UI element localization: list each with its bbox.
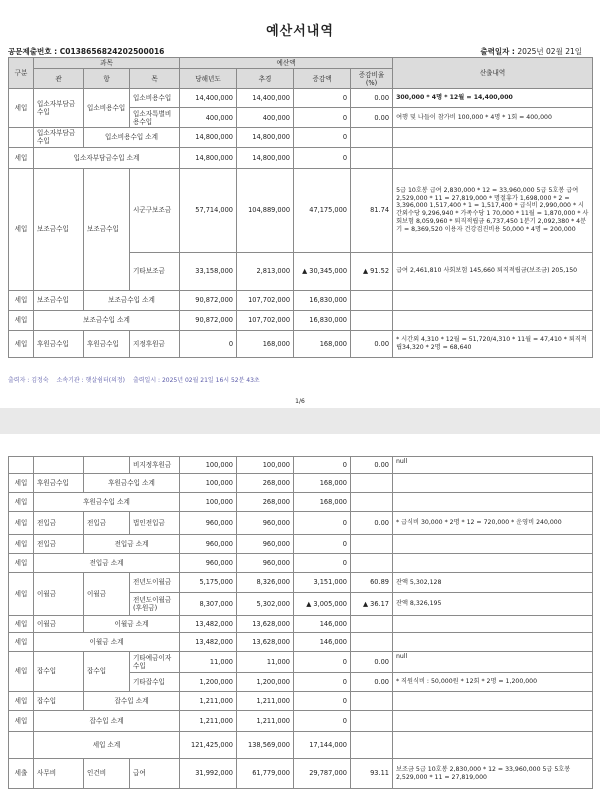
cell-mok: 기타보조금	[130, 252, 180, 290]
cell-grand-total-label: 세입 소계	[34, 732, 180, 759]
cell-add: 14,800,000	[237, 147, 294, 168]
cell-basis	[393, 147, 593, 168]
cell-rate	[351, 616, 393, 633]
cell-add: 268,000	[237, 493, 294, 512]
cell-rate	[351, 711, 393, 732]
table-row	[9, 554, 593, 573]
cell-gubun: 세입	[9, 711, 34, 732]
cell-diff: 0	[294, 692, 351, 711]
cell-hang: 이월금	[84, 573, 130, 616]
cell-mok: 전년도이월금	[130, 573, 180, 593]
cell-diff: 146,000	[294, 616, 351, 633]
cell-diff: 0	[294, 147, 351, 168]
cell-gwan: 후원금수입	[34, 474, 84, 493]
cell-gubun	[9, 457, 34, 474]
cell-add: 400,000	[237, 108, 294, 128]
cell-prev: 960,000	[180, 554, 237, 573]
cell-gwan: 이월금	[34, 616, 84, 633]
cell-basis: 잔액 5,302,128	[393, 573, 593, 593]
cell-add: 960,000	[237, 535, 294, 554]
cell-prev: 57,714,000	[180, 168, 237, 252]
cell-add: 11,000	[237, 652, 294, 673]
table-row	[9, 573, 593, 593]
page-2	[0, 434, 600, 812]
cell-prev: 90,872,000	[180, 290, 237, 310]
cell-gubun: 세입	[9, 616, 34, 633]
doc-number-label: 공문제출번호 :	[8, 47, 58, 56]
cell-basis	[393, 493, 593, 512]
cell-rate	[351, 535, 393, 554]
cell-gwan: 전입금	[34, 512, 84, 535]
cell-subtotal-label: 잡수입 소계	[84, 692, 180, 711]
cell-rate	[351, 554, 393, 573]
table-row	[9, 616, 593, 633]
table-row	[9, 290, 593, 310]
cell-mok: 법인전입금	[130, 512, 180, 535]
cell-add: 107,702,000	[237, 310, 294, 330]
cell-prev: 13,482,000	[180, 633, 237, 652]
cell-gubun: 세입	[9, 633, 34, 652]
header-row-1	[9, 58, 593, 69]
cell-hang: 인건비	[84, 759, 130, 789]
cell-prev: 960,000	[180, 535, 237, 554]
cell-basis	[393, 535, 593, 554]
cell-gubun: 세입	[9, 147, 34, 168]
cell-mok: 급여	[130, 759, 180, 789]
cell-add: 14,400,000	[237, 89, 294, 108]
cell-prev: 0	[180, 330, 237, 357]
col-gubun: 구분	[9, 58, 34, 89]
cell-diff: 16,830,000	[294, 310, 351, 330]
cell-gwan: 사무비	[34, 759, 84, 789]
budget-table-page-2	[8, 456, 593, 789]
table-row	[9, 633, 593, 652]
cell-mok: 기타잡수입	[130, 673, 180, 692]
cell-prev: 13,482,000	[180, 616, 237, 633]
cell-hang: 전입금	[84, 512, 130, 535]
cell-add: 168,000	[237, 330, 294, 357]
table-row	[9, 128, 593, 147]
table-row	[9, 330, 593, 357]
col-basis: 산출내역	[393, 58, 593, 89]
cell-gubun: 세입	[9, 692, 34, 711]
cell-rate	[351, 493, 393, 512]
cell-mok: 입소자특별비용수입	[130, 108, 180, 128]
page-number: 1/6	[295, 398, 305, 405]
footer-writer: 출력자 : 김정숙	[8, 377, 49, 384]
cell-mok: 지정후원금	[130, 330, 180, 357]
cell-add: 5,302,000	[237, 593, 294, 616]
footer-org: 소속기관 : 햇살쉼터(의정)	[56, 377, 126, 384]
cell-mok: 비지정후원금	[130, 457, 180, 474]
table-row	[9, 474, 593, 493]
cell-gubun: 세입	[9, 512, 34, 535]
cell-gubun: 세입	[9, 535, 34, 554]
cell-rate	[351, 474, 393, 493]
cell-rate: 81.74	[351, 168, 393, 252]
table-row	[9, 652, 593, 673]
cell-rate: 93.11	[351, 759, 393, 789]
cell-prev: 90,872,000	[180, 310, 237, 330]
table-row	[9, 89, 593, 108]
cell-diff: 0	[294, 457, 351, 474]
cell-basis: 여행 및 나들이 참가비 100,000 * 4명 * 1회 = 400,000	[393, 108, 593, 128]
cell-diff: 146,000	[294, 633, 351, 652]
table-row	[9, 692, 593, 711]
cell-rate	[351, 310, 393, 330]
cell-basis: 5급 10호봉 급여 2,830,000 * 12 = 33,960,000 5급 5호봉 급여 2,529,000 * 11 = 27,819,000 * 명절휴가 1,698,000 * 2 = 3,396,000 1,517,400 * 1 = 1,517,400 * 급식비 2,990,000 * 시간외수당 9,296,940 * 가족수당 1 70,000 * 11월 = 1,870,000 * 사회보험 8,059,960 * 퇴직적립금 6,737,450 1분기 2,092,380 * 4분기 = 8,369,520 이용자 건강검진비용 50,000 * 4명 = 200,000	[393, 168, 593, 252]
cell-basis: 잔액 8,326,195	[393, 593, 593, 616]
cell-basis	[393, 128, 593, 147]
cell-prev: 5,175,000	[180, 573, 237, 593]
cell-rate	[351, 633, 393, 652]
page-separator	[0, 408, 600, 434]
cell-add: 1,200,000	[237, 673, 294, 692]
cell-rate: 60.89	[351, 573, 393, 593]
table-row	[9, 759, 593, 789]
cell-gwan: 후원금수입	[34, 330, 84, 357]
cell-prev: 11,000	[180, 652, 237, 673]
cell-diff: 0	[294, 711, 351, 732]
cell-diff: 16,830,000	[294, 290, 351, 310]
cell-basis	[393, 616, 593, 633]
cell-rate: 0.00	[351, 673, 393, 692]
cell-add: 960,000	[237, 512, 294, 535]
col-prev: 당해년도	[180, 69, 237, 89]
cell-basis: 300,000 * 4명 * 12월 = 14,400,000	[393, 89, 593, 108]
cell-hang: 잡수입	[84, 652, 130, 692]
cell-diff: 29,787,000	[294, 759, 351, 789]
cell-gwan: 입소자부담금수입	[34, 128, 84, 147]
cell-subtotal-label: 입소비용수입 소계	[84, 128, 180, 147]
cell-diff: 47,175,000	[294, 168, 351, 252]
doc-number	[8, 46, 164, 57]
cell-add: 13,628,000	[237, 616, 294, 633]
cell-add: 960,000	[237, 554, 294, 573]
cell-add: 8,326,000	[237, 573, 294, 593]
cell-diff: 0	[294, 108, 351, 128]
cell-basis: * 직원식비 : 50,000원 * 12회 * 2명 = 1,200,000	[393, 673, 593, 692]
cell-total-label: 잡수입 소계	[34, 711, 180, 732]
cell-diff: 3,151,000	[294, 573, 351, 593]
cell-subtotal-label: 보조금수입 소계	[84, 290, 180, 310]
cell-rate	[351, 692, 393, 711]
cell-diff: 168,000	[294, 330, 351, 357]
cell-gubun: 세출	[9, 759, 34, 789]
cell-subtotal-label: 전입금 소계	[84, 535, 180, 554]
cell-add: 14,800,000	[237, 128, 294, 147]
cell-gwan: 잡수입	[34, 652, 84, 692]
cell-hang: 보조금수입	[84, 168, 130, 290]
cell-gubun: 세입	[9, 89, 34, 128]
cell-basis	[393, 732, 593, 759]
cell-gwan: 보조금수입	[34, 290, 84, 310]
col-gwamok: 과목	[34, 58, 180, 69]
budget-table-page-1	[8, 57, 593, 358]
cell-add: 1,211,000	[237, 692, 294, 711]
cell-gubun: 세입	[9, 330, 34, 357]
cell-prev: 1,211,000	[180, 692, 237, 711]
cell-diff: ▲ 3,005,000	[294, 593, 351, 616]
cell-subtotal-label: 이월금 소계	[84, 616, 180, 633]
cell-hang: 후원금수입	[84, 330, 130, 357]
col-diff: 증감액	[294, 69, 351, 89]
cell-rate	[351, 128, 393, 147]
cell-mok: 전년도이월금(후원금)	[130, 593, 180, 616]
cell-total-label: 후원금수입 소계	[34, 493, 180, 512]
footer-printed: 출력일시 : 2025년 02월 21일 16시 52분 43초	[132, 377, 260, 384]
cell-basis	[393, 310, 593, 330]
print-footer	[8, 375, 266, 384]
cell-basis	[393, 633, 593, 652]
table-row	[9, 147, 593, 168]
cell-prev: 14,800,000	[180, 128, 237, 147]
cell-prev: 8,307,000	[180, 593, 237, 616]
cell-gubun: 세입	[9, 474, 34, 493]
col-budget: 예산액	[180, 58, 393, 69]
cell-rate	[351, 147, 393, 168]
cell-basis: 보조금 5급 10호봉 2,830,000 * 12 = 33,960,000 5급 5호봉 2,529,000 * 11 = 27,819,000	[393, 759, 593, 789]
cell-add: 1,211,000	[237, 711, 294, 732]
col-mok: 목	[130, 69, 180, 89]
cell-add: 104,889,000	[237, 168, 294, 252]
table-row	[9, 457, 593, 474]
table-row	[9, 535, 593, 554]
cell-rate: 0.00	[351, 457, 393, 474]
cell-add: 100,000	[237, 457, 294, 474]
cell-prev: 1,211,000	[180, 711, 237, 732]
print-date	[480, 46, 582, 57]
cell-prev: 100,000	[180, 493, 237, 512]
cell-diff: 168,000	[294, 493, 351, 512]
cell-total-label: 전입금 소계	[34, 554, 180, 573]
col-gwan: 관	[34, 69, 84, 89]
cell-gubun: 세입	[9, 573, 34, 616]
cell-basis	[393, 711, 593, 732]
cell-rate	[351, 732, 393, 759]
cell-total-label: 보조금수입 소계	[34, 310, 180, 330]
cell-hang	[84, 457, 130, 474]
cell-add: 61,779,000	[237, 759, 294, 789]
cell-gubun: 세입	[9, 168, 34, 290]
cell-rate: 0.00	[351, 108, 393, 128]
table-row	[9, 732, 593, 759]
cell-basis: null	[393, 652, 593, 673]
col-add: 추경	[237, 69, 294, 89]
cell-gwan: 전입금	[34, 535, 84, 554]
cell-diff: ▲ 30,345,000	[294, 252, 351, 290]
cell-gwan: 입소자부담금수입	[34, 89, 84, 128]
cell-mok: 시군구보조금	[130, 168, 180, 252]
cell-prev: 33,158,000	[180, 252, 237, 290]
cell-basis	[393, 474, 593, 493]
cell-gubun: 세입	[9, 290, 34, 310]
cell-rate: 0.00	[351, 512, 393, 535]
cell-diff: 17,144,000	[294, 732, 351, 759]
cell-subtotal-label: 후원금수입 소계	[84, 474, 180, 493]
doc-number-value: C0138656824202500016	[59, 47, 165, 56]
table-row	[9, 512, 593, 535]
cell-gwan: 보조금수입	[34, 168, 84, 290]
cell-prev: 121,425,000	[180, 732, 237, 759]
cell-gubun	[9, 732, 34, 759]
cell-rate: 0.00	[351, 652, 393, 673]
print-date-label: 출력일자 :	[480, 47, 515, 56]
cell-mok: 기타예금이자수입	[130, 652, 180, 673]
cell-prev: 400,000	[180, 108, 237, 128]
cell-add: 2,813,000	[237, 252, 294, 290]
page-title: 예산서내역	[266, 24, 334, 39]
cell-basis: 급여 2,461,810 사회보험 145,660 퇴직적립금(보조금) 205,150	[393, 252, 593, 290]
cell-prev: 960,000	[180, 512, 237, 535]
cell-diff: 0	[294, 535, 351, 554]
cell-diff: 0	[294, 512, 351, 535]
table-row	[9, 711, 593, 732]
table-row	[9, 493, 593, 512]
cell-basis: null	[393, 457, 593, 474]
cell-add: 107,702,000	[237, 290, 294, 310]
cell-add: 138,569,000	[237, 732, 294, 759]
cell-rate	[351, 290, 393, 310]
cell-rate: 0.00	[351, 89, 393, 108]
cell-gubun	[9, 128, 34, 147]
cell-prev: 100,000	[180, 457, 237, 474]
col-hang: 항	[84, 69, 130, 89]
cell-hang: 입소비용수입	[84, 89, 130, 128]
cell-prev: 1,200,000	[180, 673, 237, 692]
cell-basis	[393, 692, 593, 711]
cell-prev: 14,400,000	[180, 89, 237, 108]
cell-diff: 168,000	[294, 474, 351, 493]
cell-gubun: 세입	[9, 554, 34, 573]
cell-mok: 입소비용수입	[130, 89, 180, 108]
cell-basis	[393, 290, 593, 310]
cell-rate: ▲ 91.52	[351, 252, 393, 290]
cell-rate: 0.00	[351, 330, 393, 357]
cell-diff: 0	[294, 89, 351, 108]
table-row	[9, 310, 593, 330]
cell-add: 13,628,000	[237, 633, 294, 652]
cell-diff: 0	[294, 554, 351, 573]
cell-basis: * 시간외 4,310 * 12월 = 51,720/4,310 * 11월 = 47,410 * 퇴직적립34,320 * 2명 = 68,640	[393, 330, 593, 357]
cell-total-label: 이월금 소계	[34, 633, 180, 652]
cell-gubun: 세입	[9, 310, 34, 330]
cell-prev: 100,000	[180, 474, 237, 493]
cell-prev: 31,992,000	[180, 759, 237, 789]
cell-gubun: 세입	[9, 493, 34, 512]
cell-prev: 14,800,000	[180, 147, 237, 168]
cell-gwan	[34, 457, 84, 474]
print-date-value: 2025년 02월 21일	[517, 47, 582, 56]
cell-basis	[393, 554, 593, 573]
cell-gwan: 잡수입	[34, 692, 84, 711]
cell-diff: 0	[294, 128, 351, 147]
cell-gubun: 세입	[9, 652, 34, 692]
table-row	[9, 168, 593, 252]
cell-add: 268,000	[237, 474, 294, 493]
cell-rate: ▲ 36.17	[351, 593, 393, 616]
cell-basis: * 급식비 30,000 * 2명 * 12 = 720,000 * 운영비 240,000	[393, 512, 593, 535]
cell-gwan: 이월금	[34, 573, 84, 616]
cell-total-label: 입소자부담금수입 소계	[34, 147, 180, 168]
col-rate: 증감비율 (%)	[351, 69, 393, 89]
cell-diff: 0	[294, 673, 351, 692]
cell-diff: 0	[294, 652, 351, 673]
